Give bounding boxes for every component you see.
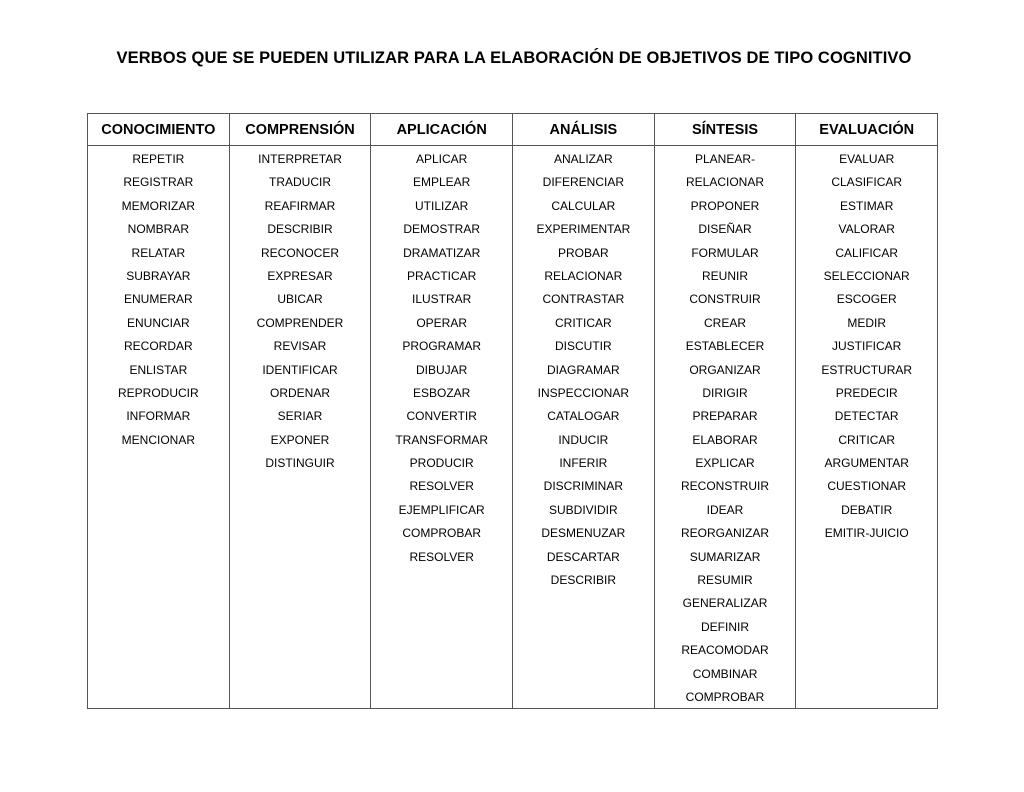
column-aplicacion bbox=[371, 146, 513, 709]
verb-item: REAFIRMAR bbox=[264, 198, 336, 213]
verb-item: DRAMATIZAR bbox=[403, 245, 481, 260]
verb-item: ESTRUCTURAR bbox=[821, 362, 913, 377]
verb-item: EMPLEAR bbox=[413, 175, 471, 190]
verb-item: UTILIZAR bbox=[415, 198, 469, 213]
verb-item: RESOLVER bbox=[409, 549, 474, 564]
verb-item: EVALUAR bbox=[839, 152, 895, 166]
verbs-table bbox=[87, 113, 938, 709]
verb-item: PRODUCIR bbox=[409, 456, 474, 471]
verb-item: RELACIONAR bbox=[544, 268, 623, 283]
verb-item: ENUNCIAR bbox=[127, 315, 190, 330]
verb-item: EJEMPLIFICAR bbox=[398, 502, 485, 517]
verb-item: PRACTICAR bbox=[407, 268, 477, 283]
verb-item: REVISAR bbox=[273, 339, 327, 354]
verb-item: REPETIR bbox=[132, 152, 185, 166]
verb-item: DESCRIBIR bbox=[267, 222, 333, 237]
verb-item: EXPONER bbox=[270, 432, 330, 447]
header-conocimiento: CONOCIMIENTO bbox=[88, 114, 230, 145]
verb-item: DISCUTIR bbox=[555, 339, 612, 354]
verb-item: REORGANIZAR bbox=[681, 526, 770, 541]
verb-item: RECONOCER bbox=[261, 245, 340, 260]
verb-item: ESBOZAR bbox=[413, 385, 471, 400]
table-body-row bbox=[88, 146, 937, 709]
verb-item: RESUMIR bbox=[697, 573, 753, 588]
verb-item: SELECCIONAR bbox=[823, 268, 910, 283]
verb-item: CONTRASTAR bbox=[542, 292, 625, 307]
verb-item: DIBUJAR bbox=[416, 362, 468, 377]
verb-item: MENCIONAR bbox=[121, 432, 195, 447]
table-header-row bbox=[88, 114, 937, 146]
verb-item: PROBAR bbox=[558, 245, 609, 260]
verb-item: COMPROBAR bbox=[402, 526, 482, 541]
header-sintesis: SÍNTESIS bbox=[655, 114, 797, 145]
verb-item: COMBINAR bbox=[692, 666, 758, 681]
verb-item: CALCULAR bbox=[551, 198, 616, 213]
verb-item: DESCARTAR bbox=[546, 549, 620, 564]
verb-item: ENUMERAR bbox=[124, 292, 193, 307]
verb-item: EXPRESAR bbox=[267, 268, 333, 283]
verb-item: ENLISTAR bbox=[129, 362, 188, 377]
verb-item: DIAGRAMAR bbox=[547, 362, 620, 377]
verb-item: OPERAR bbox=[416, 315, 468, 330]
verb-item: CALIFICAR bbox=[835, 245, 899, 260]
verb-item: CONVERTIR bbox=[406, 409, 477, 424]
verb-item: EMITIR-JUICIO bbox=[824, 526, 909, 541]
verb-item: DEBATIR bbox=[841, 502, 893, 517]
verb-item: EXPERIMENTAR bbox=[536, 222, 631, 237]
verb-item: MEMORIZAR bbox=[121, 198, 195, 213]
verb-item: SERIAR bbox=[277, 409, 323, 424]
verb-item: ELABORAR bbox=[692, 432, 758, 447]
verb-item: DETECTAR bbox=[834, 409, 899, 424]
verb-item: INFERIR bbox=[559, 456, 608, 471]
verb-item: VALORAR bbox=[838, 222, 895, 237]
verb-item: DISEÑAR bbox=[698, 222, 752, 237]
document-title: VERBOS QUE SE PUEDEN UTILIZAR PARA LA ELABORACIÓN DE OBJETIVOS DE TIPO COGNITIVO bbox=[116, 49, 912, 67]
verb-item: CREAR bbox=[704, 315, 747, 330]
verb-item: COMPROBAR bbox=[685, 689, 765, 704]
verb-item: RESOLVER bbox=[409, 479, 474, 494]
verb-item: ARGUMENTAR bbox=[824, 456, 909, 471]
verb-item: MEDIR bbox=[847, 315, 887, 330]
verb-item: PROPONER bbox=[690, 198, 760, 213]
verb-item: TRADUCIR bbox=[269, 175, 331, 190]
verb-item: NOMBRAR bbox=[127, 222, 189, 237]
verb-item: COMPRENDER bbox=[256, 315, 344, 330]
verb-item: SUBDIVIDIR bbox=[549, 502, 618, 517]
column-analisis bbox=[513, 146, 655, 709]
header-comprension: COMPRENSIÓN bbox=[230, 114, 372, 145]
verb-item: TRANSFORMAR bbox=[395, 432, 489, 447]
verb-item: UBICAR bbox=[277, 292, 323, 307]
header-aplicacion: APLICACIÓN bbox=[371, 114, 513, 145]
verb-item: IDENTIFICAR bbox=[262, 362, 338, 377]
column-conocimiento bbox=[88, 146, 230, 709]
verb-item: PREPARAR bbox=[692, 409, 758, 424]
verb-item: PLANEAR- bbox=[695, 152, 756, 166]
verb-item: ILUSTRAR bbox=[412, 292, 472, 307]
verb-item: CUESTIONAR bbox=[827, 479, 907, 494]
verb-item: DIRIGIR bbox=[702, 385, 748, 400]
verb-item: JUSTIFICAR bbox=[832, 339, 902, 354]
verb-item: EXPLICAR bbox=[695, 456, 755, 471]
verb-item: ANALIZAR bbox=[554, 152, 613, 166]
verb-item: CRITICAR bbox=[838, 432, 896, 447]
verb-item: DEFINIR bbox=[701, 619, 750, 634]
verb-item: GENERALIZAR bbox=[682, 596, 768, 611]
verb-item: INTERPRETAR bbox=[258, 152, 342, 166]
column-sintesis bbox=[655, 146, 797, 709]
verb-item: CONSTRUIR bbox=[689, 292, 761, 307]
verb-item: FORMULAR bbox=[691, 245, 759, 260]
verb-item: REGISTRAR bbox=[123, 175, 194, 190]
verb-item: PREDECIR bbox=[835, 385, 898, 400]
verb-item: APLICAR bbox=[416, 152, 468, 166]
verb-item: DISCRIMINAR bbox=[543, 479, 624, 494]
verb-item: DEMOSTRAR bbox=[403, 222, 481, 237]
verb-item: DESCRIBIR bbox=[550, 573, 617, 588]
verb-item: RECORDAR bbox=[124, 339, 193, 354]
column-comprension bbox=[230, 146, 372, 709]
verb-item: CATALOGAR bbox=[547, 409, 620, 424]
verb-item: RECONSTRUIR bbox=[681, 479, 770, 494]
verb-item: INDUCIR bbox=[558, 432, 609, 447]
header-analisis: ANÁLISIS bbox=[513, 114, 655, 145]
verb-item: REACOMODAR bbox=[681, 643, 769, 658]
verb-item: DIFERENCIAR bbox=[542, 175, 625, 190]
verb-item: INFORMAR bbox=[126, 409, 191, 424]
verb-item: PROGRAMAR bbox=[402, 339, 482, 354]
verb-item: IDEAR bbox=[706, 502, 744, 517]
verb-item: CRITICAR bbox=[555, 315, 612, 330]
verb-item: ESTIMAR bbox=[840, 198, 894, 213]
verb-item: SUBRAYAR bbox=[126, 268, 191, 283]
column-evaluacion bbox=[796, 146, 937, 709]
verb-item: SUMARIZAR bbox=[689, 549, 761, 564]
verb-item: ESCOGER bbox=[836, 292, 897, 307]
verb-item: ORDENAR bbox=[270, 385, 331, 400]
verb-item: REUNIR bbox=[702, 268, 749, 283]
verb-item: RELACIONAR bbox=[686, 175, 765, 190]
verb-item: DISTINGUIR bbox=[265, 456, 335, 471]
verb-item: ORGANIZAR bbox=[689, 362, 761, 377]
verb-item: RELATAR bbox=[131, 245, 186, 260]
verb-item: DESMENUZAR bbox=[541, 526, 626, 541]
verb-item: INSPECCIONAR bbox=[537, 385, 630, 400]
verb-item: REPRODUCIR bbox=[118, 385, 199, 400]
verb-item: ESTABLECER bbox=[685, 339, 765, 354]
header-evaluacion: EVALUACIÓN bbox=[819, 121, 915, 138]
verb-item: CLASIFICAR bbox=[831, 175, 903, 190]
